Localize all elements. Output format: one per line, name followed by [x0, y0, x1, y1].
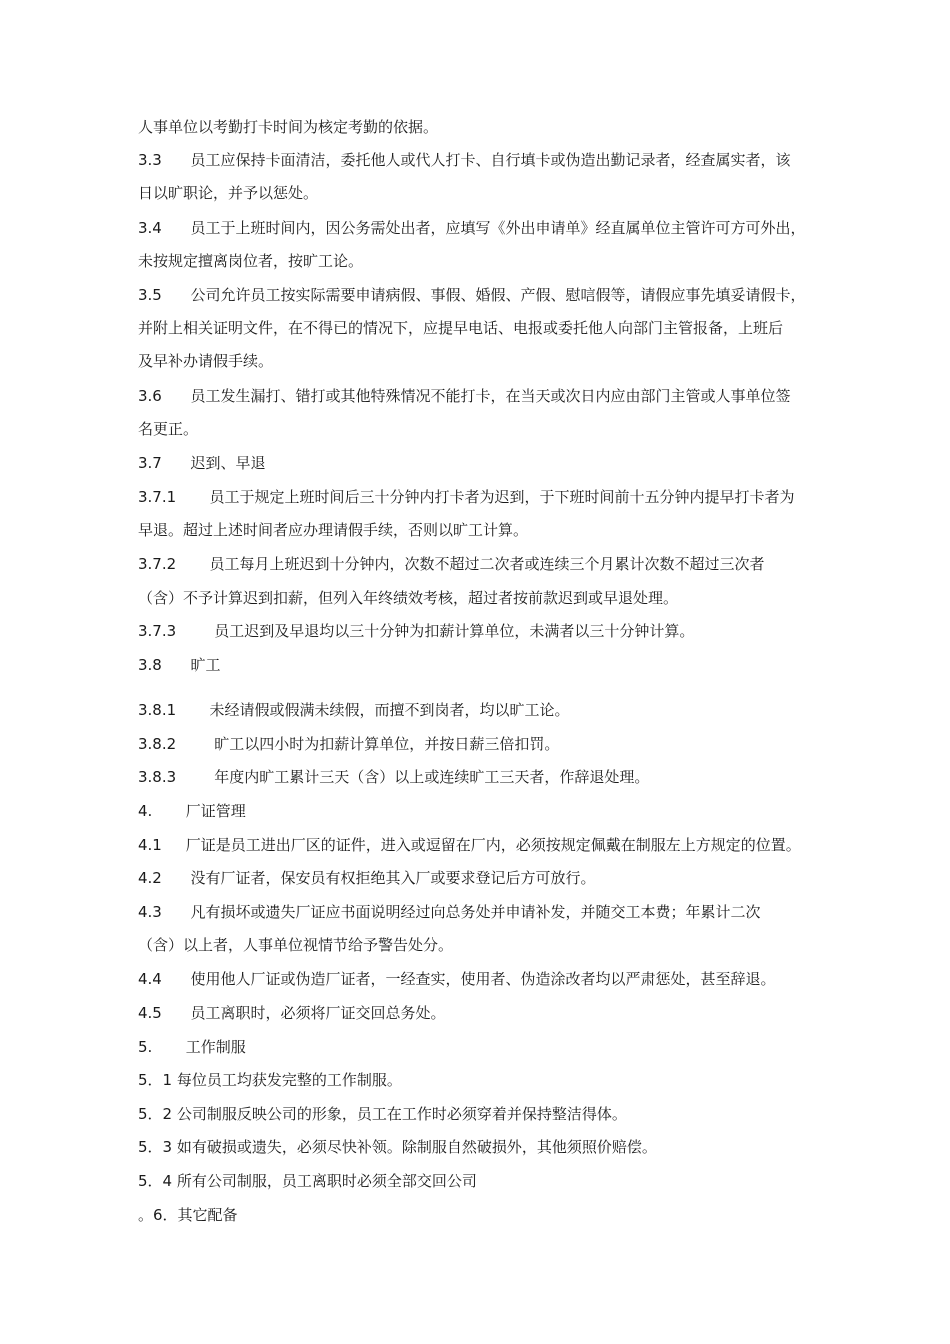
text-line: 5．3 如有破损或遗失，必须尽快补领。除制服自然破损外，其他须照价赔偿。: [138, 1138, 657, 1156]
text-line: 及早补办请假手续。: [138, 352, 274, 370]
text-line: 3.7 迟到、早退: [138, 454, 266, 472]
text-line: 3.8.3 年度内旷工累计三天（含）以上或连续旷工三天者，作辞退处理。: [138, 768, 650, 786]
text-line: 3.8.2 旷工以四小时为扣薪计算单位，并按日薪三倍扣罚。: [138, 735, 560, 753]
text-line: 4.3 凡有损坏或遗失厂证应书面说明经过向总务处并申请补发，并随交工本费；年累计二次: [138, 903, 761, 921]
text-line: 5．4 所有公司制服，员工离职时必须全部交回公司: [138, 1172, 477, 1190]
text-line: 5．2 公司制服反映公司的形象，员工在工作时必须穿着并保持整洁得体。: [138, 1105, 627, 1123]
text-line: 名更正。: [138, 420, 199, 438]
text-line: 3.7.2 员工每月上班迟到十分钟内，次数不超过二次者或连续三个月累计次数不超过三次者: [138, 555, 765, 573]
text-line: 3.3 员工应保持卡面清洁，委托他人或代人打卡、自行填卡或伪造出勤记录者，经查属实者，该: [138, 151, 791, 169]
text-line: 。6．其它配备: [138, 1206, 238, 1224]
text-line: 3.7.1 员工于规定上班时间后三十分钟内打卡者为迟到，于下班时间前十五分钟内提早打卡者为: [138, 488, 795, 506]
text-line: 3.4 员工于上班时间内，因公务需处出者，应填写《外出申请单》经直属单位主管许可方可外出，: [138, 219, 806, 237]
text-line: 3.6 员工发生漏打、错打或其他特殊情况不能打卡，在当天或次日内应由部门主管或人事单位签: [138, 387, 791, 405]
text-line: 4.2 没有厂证者，保安员有权拒绝其入厂或要求登记后方可放行。: [138, 869, 596, 887]
text-line: 人事单位以考勤打卡时间为核定考勤的依据。: [138, 118, 439, 136]
text-line: 3.5 公司允许员工按实际需要申请病假、事假、婚假、产假、慰唁假等，请假应事先填妥请假卡，: [138, 286, 806, 304]
text-line: 4.1 厂证是员工进出厂区的证件，进入或逗留在厂内，必须按规定佩戴在制服左上方规定的位置。: [138, 836, 801, 854]
text-line: 并附上相关证明文件，在不得已的情况下，应提早电话、电报或委托他人向部门主管报备，上班后: [138, 319, 784, 337]
text-line: 日以旷职论，并予以惩处。: [138, 184, 319, 202]
text-line: 4.5 员工离职时，必须将厂证交回总务处。: [138, 1004, 446, 1022]
text-line: 3.8.1 未经请假或假满未续假，而擅不到岗者，均以旷工论。: [138, 701, 570, 719]
text-line: 5. 工作制服: [138, 1038, 246, 1056]
text-line: 3.8 旷工: [138, 656, 221, 674]
text-line: （含）不予计算迟到扣薪，但列入年终绩效考核，超过者按前款迟到或早退处理。: [138, 589, 679, 607]
text-line: 4.4 使用他人厂证或伪造厂证者，一经查实，使用者、伪造涂改者均以严肃惩处，甚至辞退。: [138, 970, 776, 988]
text-line: 5．1 每位员工均获发完整的工作制服。: [138, 1071, 402, 1089]
text-line: 4. 厂证管理: [138, 802, 246, 820]
text-line: 早退。超过上述时间者应办理请假手续，否则以旷工计算。: [138, 521, 529, 539]
text-line: 未按规定擅离岗位者，按旷工论。: [138, 252, 364, 270]
text-line: 3.7.3 员工迟到及早退均以三十分钟为扣薪计算单位，未满者以三十分钟计算。: [138, 622, 695, 640]
text-line: （含）以上者，人事单位视情节给予警告处分。: [138, 936, 454, 954]
